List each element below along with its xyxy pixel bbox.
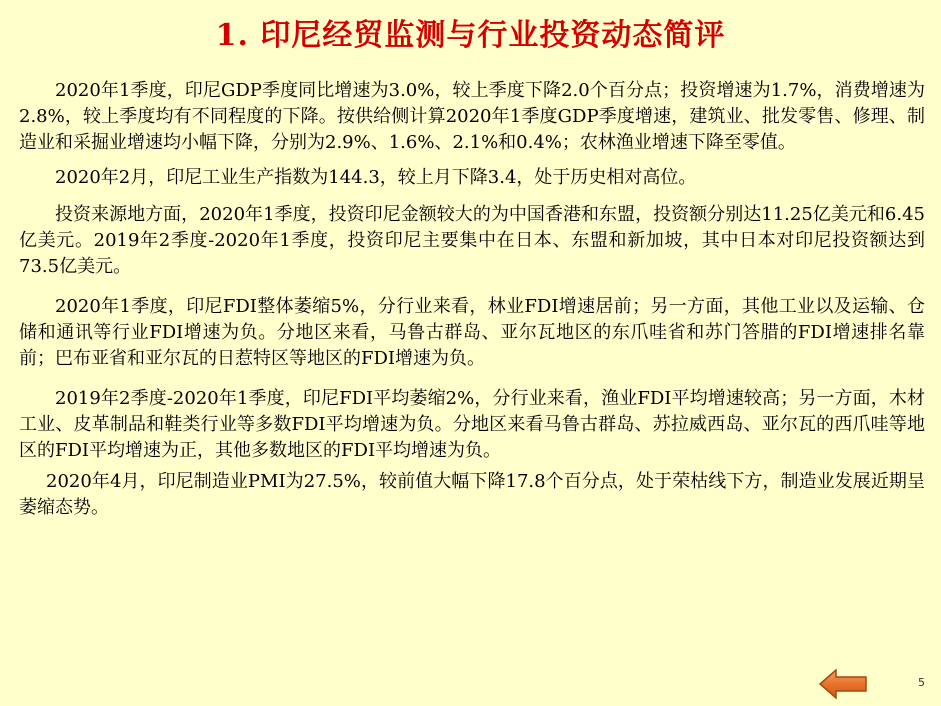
paragraph-investment-source: 投资来源地方面，2020年1季度，投资印尼金额较大的为中国香港和东盟，投资额分别达11.25亿美元和6.45亿美元。2019年2季度-2020年1季度，投资印尼主要集中在日本、东盟和新加坡，其中日本对印尼投资额达到73.5亿美元。 (19, 204, 925, 277)
slide-body (19, 78, 925, 521)
paragraph-pmi: 2020年4月，印尼制造业PMI为27.5%，较前值大幅下降17.8个百分点，处于荣枯线下方，制造业发展近期呈萎缩态势。 (19, 471, 925, 518)
slide-title: 1. 印尼经贸监测与行业投资动态简评 (215, 18, 726, 53)
page-number: 5 (918, 676, 925, 689)
paragraph-fdi-average: 2019年2季度-2020年1季度，印尼FDI平均萎缩2%，分行业来看，渔业FDI平均增速较高；另一方面，木材工业、皮革制品和鞋类行业等多数FDI平均增速为负。分地区来看马鲁古群岛、苏拉威西岛、亚尔瓦的西爪哇等地区的FDI平均增速为正，其他多数地区的FDI平均增速为负。 (19, 388, 925, 461)
paragraph-fdi-q1: 2020年1季度，印尼FDI整体萎缩5%，分行业来看，林业FDI增速居前；另一方面，其他工业以及运输、仓储和通讯等行业FDI增速为负。分地区来看，马鲁古群岛、亚尔瓦地区的东爪哇省和苏门答腊的FDI增速排名靠前；巴布亚省和亚尔瓦的日惹特区等地区的FDI增速为负。 (19, 296, 925, 369)
left-arrow-icon[interactable] (818, 668, 868, 700)
paragraph-industrial-index: 2020年2月，印尼工业生产指数为144.3，较上月下降3.4，处于历史相对高位。 (55, 167, 697, 188)
paragraph-gdp: 2020年1季度，印尼GDP季度同比增速为3.0%，较上季度下降2.0个百分点；投资增速为1.7%，消费增速为2.8%，较上季度均有不同程度的下降。按供给侧计算2020年1季度GDP季度增速，建筑业、批发零售、修理、制造业和采掘业增速均小幅下降，分别为2.9%、1.6%、2.1%和0.4%；农林渔业增速下降至零值。 (19, 80, 925, 153)
